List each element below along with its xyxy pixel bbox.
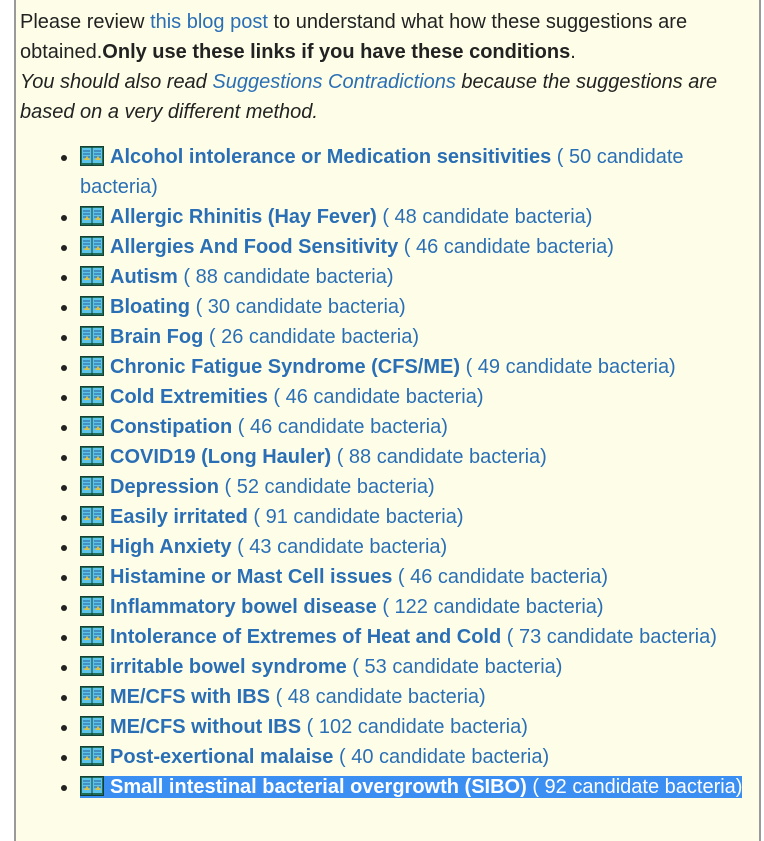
- condition-entry: [80, 236, 614, 258]
- condition-link[interactable]: Brain Fog: [110, 326, 204, 348]
- condition-entry: [80, 626, 717, 648]
- condition-entry: [80, 296, 406, 318]
- condition-link[interactable]: Histamine or Mast Cell issues: [110, 566, 393, 588]
- open-book-icon[interactable]: [80, 745, 104, 765]
- blog-post-link[interactable]: this blog post: [150, 11, 268, 33]
- candidate-count: ( 43 candidate bacteria): [237, 536, 448, 558]
- open-book-icon[interactable]: [80, 265, 104, 285]
- condition-entry: [80, 416, 448, 438]
- candidate-count: ( 48 candidate bacteria): [382, 206, 593, 228]
- conditions-warning: Only use these links if you have these conditions: [102, 41, 571, 63]
- candidate-count: ( 46 candidate bacteria): [403, 236, 614, 258]
- condition-item: [16, 472, 758, 502]
- condition-link[interactable]: Small intestinal bacterial overgrowth (SIBO): [110, 776, 527, 798]
- condition-entry: [80, 566, 608, 588]
- candidate-count: ( 122 candidate bacteria): [382, 596, 604, 618]
- condition-entry: [80, 506, 464, 528]
- condition-link[interactable]: Inflammatory bowel disease: [110, 596, 377, 618]
- condition-link[interactable]: Bloating: [110, 296, 190, 318]
- condition-link[interactable]: Autism: [110, 266, 178, 288]
- condition-entry: [80, 356, 676, 378]
- condition-entry: [80, 656, 562, 678]
- condition-link[interactable]: irritable bowel syndrome: [110, 656, 347, 678]
- candidate-count: ( 92 candidate bacteria): [532, 776, 743, 798]
- condition-item: [16, 622, 758, 652]
- candidate-count: ( 48 candidate bacteria): [275, 686, 486, 708]
- open-book-icon[interactable]: [80, 775, 104, 795]
- note-start: You should also read: [20, 71, 213, 93]
- open-book-icon[interactable]: [80, 355, 104, 375]
- open-book-icon[interactable]: [80, 205, 104, 225]
- condition-link[interactable]: COVID19 (Long Hauler): [110, 446, 332, 468]
- condition-item: [16, 562, 758, 592]
- suggestions-contradictions-link[interactable]: Suggestions Contradictions: [212, 71, 456, 93]
- condition-entry: [80, 146, 684, 198]
- condition-item: [16, 502, 758, 532]
- candidate-count: ( 50 candidate bacteria): [80, 146, 684, 198]
- intro-text: [20, 7, 758, 127]
- condition-entry: [80, 596, 604, 618]
- open-book-icon[interactable]: [80, 595, 104, 615]
- condition-item: [16, 352, 758, 382]
- condition-item: [16, 742, 758, 772]
- condition-entry: [80, 476, 435, 498]
- candidate-count: ( 46 candidate bacteria): [273, 386, 484, 408]
- content-panel: [14, 0, 761, 841]
- condition-item: [16, 382, 758, 412]
- note-end: because the suggestions are based on a very different method.: [20, 71, 718, 123]
- condition-item: [16, 202, 758, 232]
- candidate-count: ( 30 candidate bacteria): [195, 296, 406, 318]
- candidate-count: ( 73 candidate bacteria): [506, 626, 717, 648]
- condition-entry: [80, 326, 419, 348]
- condition-link[interactable]: Depression: [110, 476, 219, 498]
- condition-item: [16, 592, 758, 622]
- condition-entry: [80, 746, 549, 768]
- condition-item: [16, 262, 758, 292]
- condition-link[interactable]: Easily irritated: [110, 506, 248, 528]
- open-book-icon[interactable]: [80, 685, 104, 705]
- candidate-count: ( 88 candidate bacteria): [183, 266, 394, 288]
- condition-item: [16, 442, 758, 472]
- warning-period: .: [570, 41, 576, 63]
- intro-text-start: Please review: [20, 11, 151, 33]
- condition-link[interactable]: Allergic Rhinitis (Hay Fever): [110, 206, 377, 228]
- open-book-icon[interactable]: [80, 145, 104, 165]
- condition-link[interactable]: Chronic Fatigue Syndrome (CFS/ME): [110, 356, 461, 378]
- open-book-icon[interactable]: [80, 385, 104, 405]
- candidate-count: ( 26 candidate bacteria): [208, 326, 420, 348]
- open-book-icon[interactable]: [80, 445, 104, 465]
- condition-entry: [80, 446, 547, 468]
- condition-item: [16, 712, 758, 742]
- open-book-icon[interactable]: [80, 535, 104, 555]
- open-book-icon[interactable]: [80, 415, 104, 435]
- candidate-count: ( 52 candidate bacteria): [224, 476, 435, 498]
- condition-link[interactable]: Alcohol intolerance or Medication sensitivities: [110, 146, 552, 168]
- condition-link[interactable]: Intolerance of Extremes of Heat and Cold: [110, 626, 502, 648]
- intro-text-end: to understand what how these suggestions are obtained.: [20, 11, 688, 63]
- candidate-count: ( 53 candidate bacteria): [352, 656, 563, 678]
- condition-link[interactable]: ME/CFS without IBS: [110, 716, 302, 738]
- condition-item: [16, 682, 758, 712]
- open-book-icon[interactable]: [80, 565, 104, 585]
- condition-item: [16, 772, 758, 802]
- open-book-icon[interactable]: [80, 625, 104, 645]
- conditions-list: [16, 142, 758, 802]
- open-book-icon[interactable]: [80, 295, 104, 315]
- condition-entry: [80, 716, 528, 738]
- condition-entry: [80, 686, 486, 708]
- condition-entry: [80, 266, 394, 288]
- candidate-count: ( 102 candidate bacteria): [306, 716, 528, 738]
- candidate-count: ( 46 candidate bacteria): [397, 566, 609, 588]
- open-book-icon[interactable]: [80, 505, 104, 525]
- open-book-icon[interactable]: [80, 655, 104, 675]
- condition-link[interactable]: High Anxiety: [110, 536, 232, 558]
- condition-entry: [80, 536, 447, 558]
- condition-item: [16, 412, 758, 442]
- condition-entry: [80, 386, 484, 408]
- condition-link[interactable]: Post-exertional malaise: [110, 746, 334, 768]
- condition-item: [16, 142, 758, 202]
- condition-item: [16, 292, 758, 322]
- condition-entry: [80, 206, 592, 228]
- condition-item: [16, 532, 758, 562]
- open-book-icon[interactable]: [80, 475, 104, 495]
- condition-link[interactable]: ME/CFS with IBS: [110, 686, 270, 708]
- condition-link[interactable]: Cold Extremities: [110, 386, 268, 408]
- candidate-count: ( 88 candidate bacteria): [336, 446, 547, 468]
- condition-entry: [80, 776, 742, 798]
- condition-link[interactable]: Allergies And Food Sensitivity: [110, 236, 399, 258]
- condition-item: [16, 232, 758, 262]
- intro-paragraph: [20, 7, 758, 67]
- open-book-icon[interactable]: [80, 235, 104, 255]
- open-book-icon[interactable]: [80, 325, 104, 345]
- condition-item: [16, 322, 758, 352]
- candidate-count: ( 46 candidate bacteria): [237, 416, 448, 438]
- condition-item: [16, 652, 758, 682]
- condition-link[interactable]: Constipation: [110, 416, 233, 438]
- candidate-count: ( 40 candidate bacteria): [339, 746, 550, 768]
- candidate-count: ( 91 candidate bacteria): [253, 506, 464, 528]
- candidate-count: ( 49 candidate bacteria): [465, 356, 676, 378]
- open-book-icon[interactable]: [80, 715, 104, 735]
- contradictions-note: [20, 67, 758, 127]
